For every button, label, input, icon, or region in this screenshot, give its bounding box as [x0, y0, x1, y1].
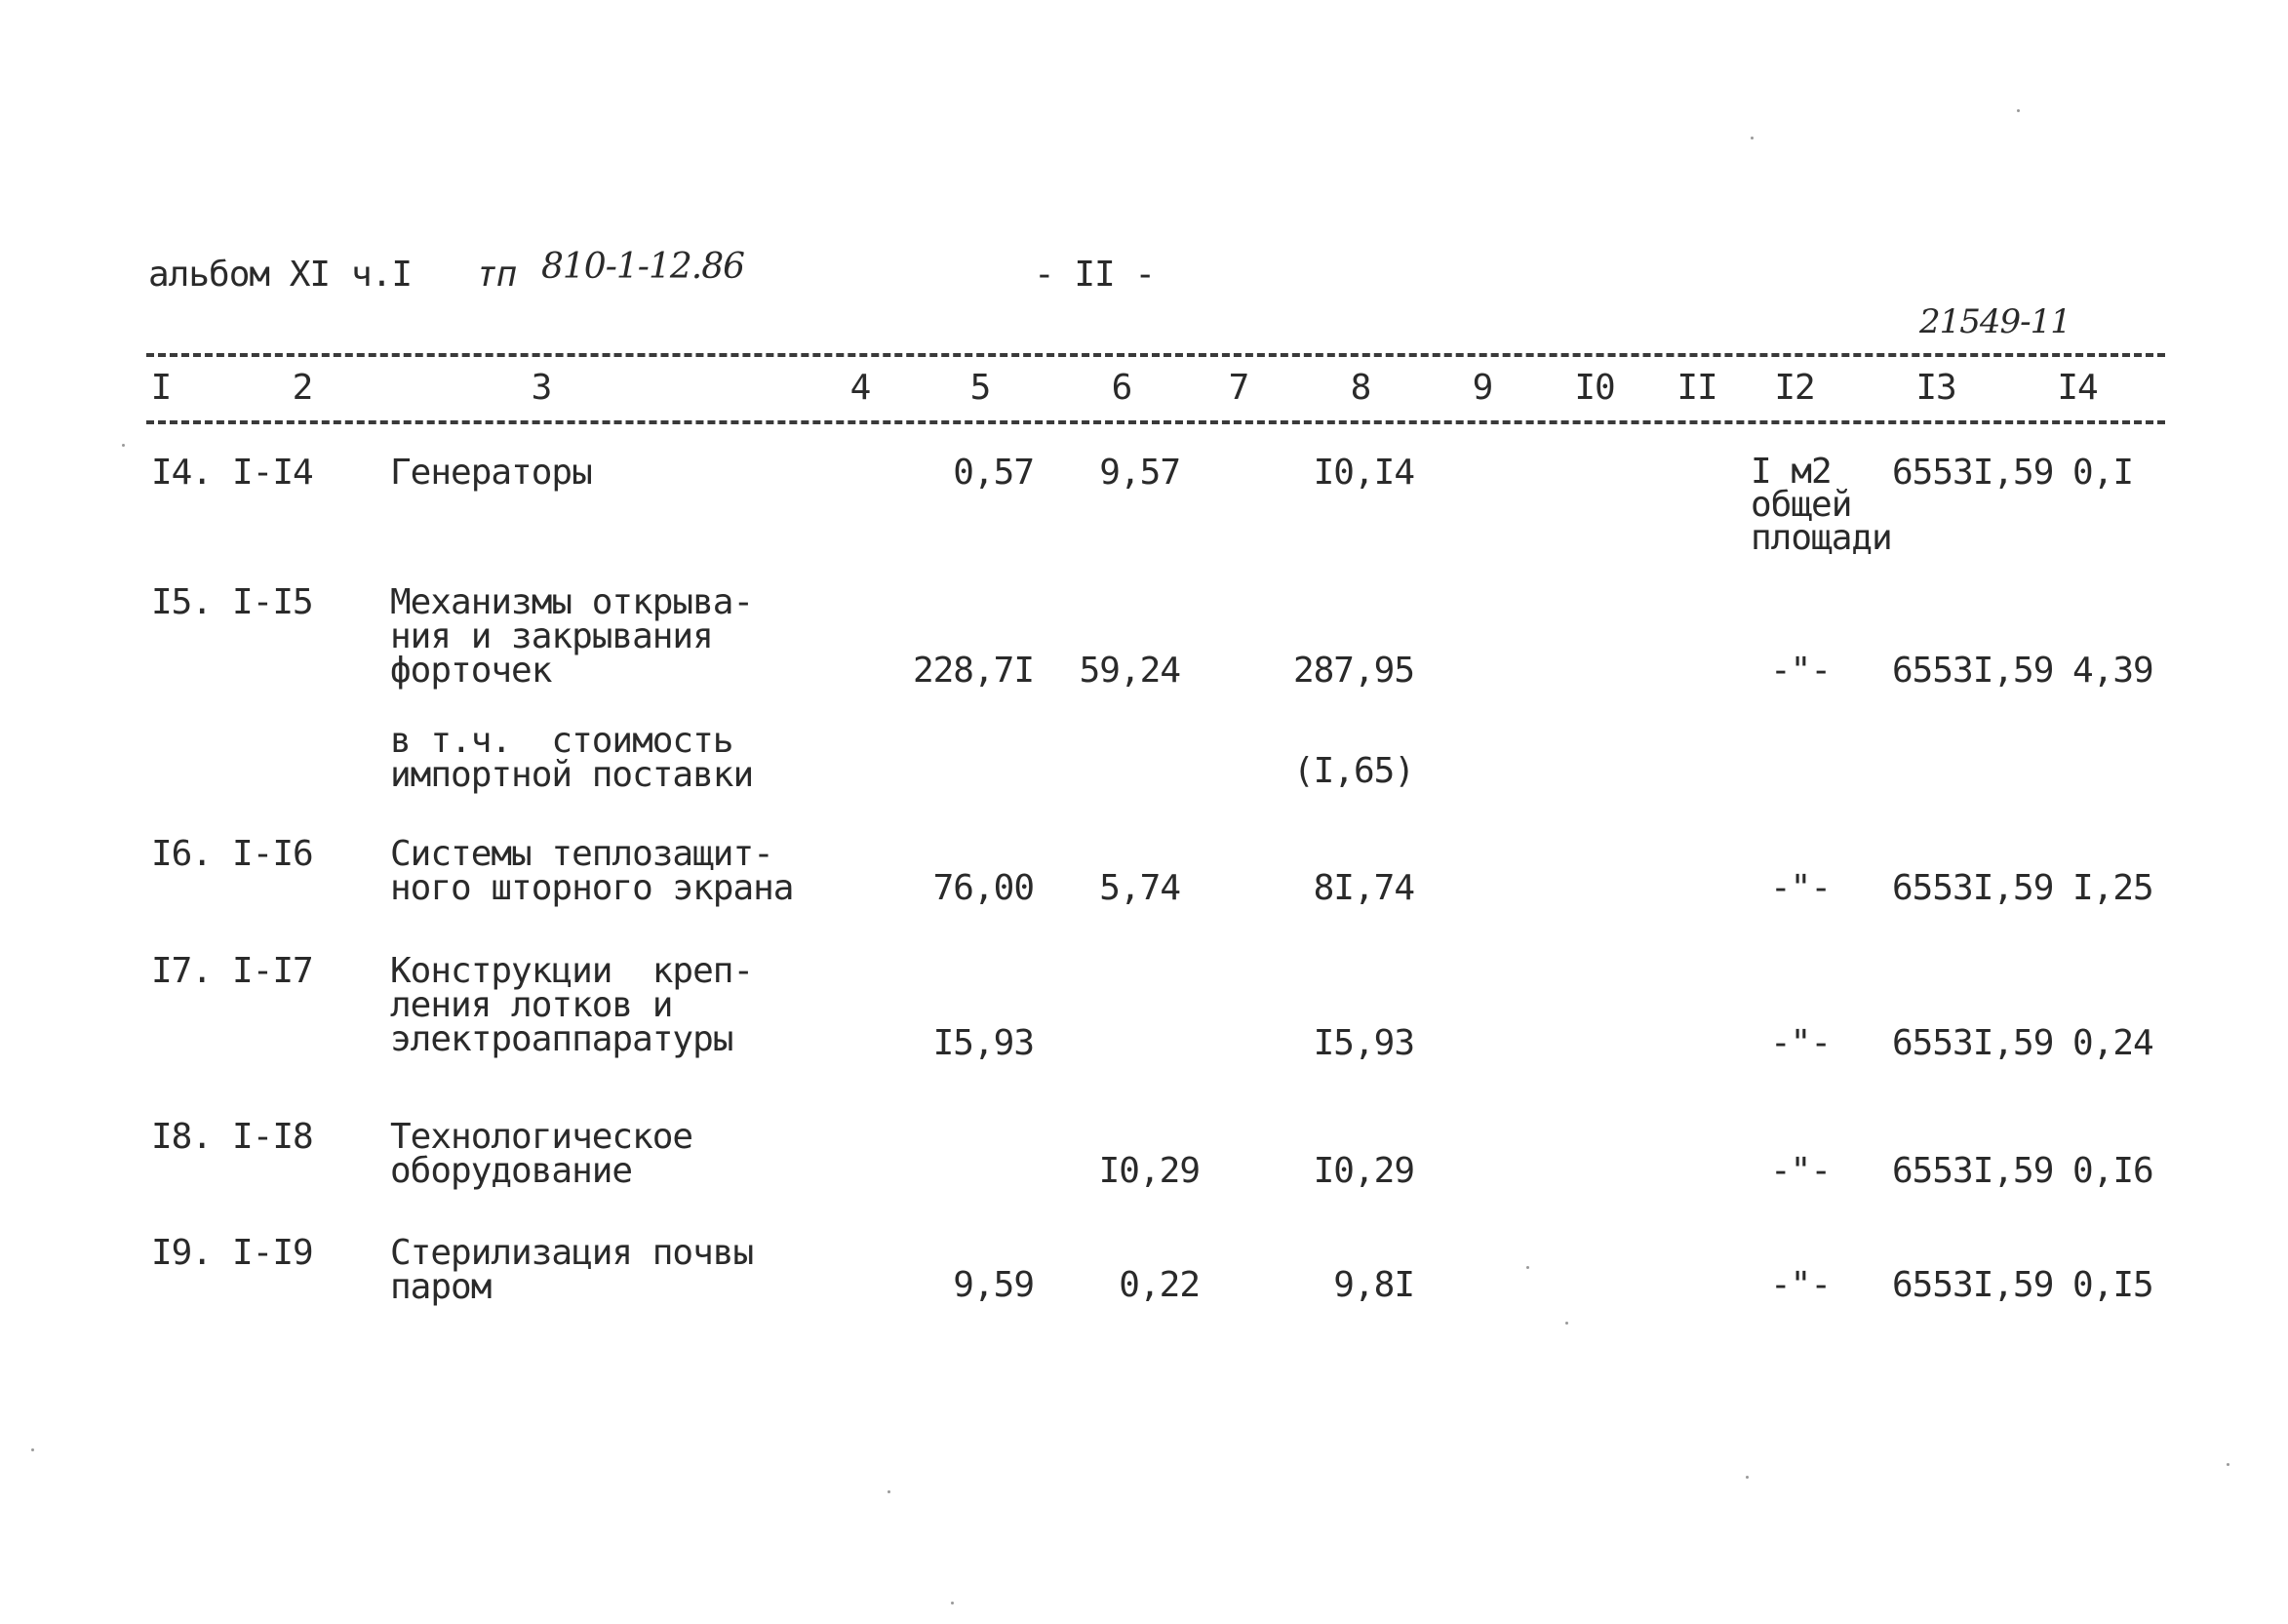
row-name: в т.ч. стоимость импортной поставки: [390, 721, 754, 795]
cell-col12: I м2 общей площади: [1751, 452, 1892, 558]
cell-col13: 6553I,59: [1892, 453, 2054, 493]
cell-col6: 59,24: [1079, 651, 1180, 691]
cell-col12: -"-: [1770, 1151, 1832, 1191]
cell-col5: I5,93: [932, 1023, 1034, 1063]
cell-col6: 5,74: [1099, 868, 1180, 908]
part-label: ч.I: [351, 255, 413, 295]
scan-speck: [951, 1602, 954, 1604]
row-number: I6.: [151, 834, 213, 874]
cell-col6: 0,22: [1119, 1265, 1200, 1305]
col-header-8: 8: [1350, 368, 1371, 408]
tp-label: тп: [476, 255, 517, 295]
row-number: I7.: [151, 951, 213, 991]
top-rule: [146, 353, 2165, 357]
row-code: I-I4: [232, 453, 313, 493]
row-name: Механизмы открыва- ния и закрывания форточек: [390, 582, 754, 691]
row-name: Стерилизация почвы паром: [390, 1233, 754, 1307]
row-number: I8.: [151, 1117, 213, 1157]
cell-col8: 8I,74: [1313, 868, 1414, 908]
cell-col13: 6553I,59: [1892, 1265, 2054, 1305]
cell-col5: 76,00: [932, 868, 1034, 908]
cell-col13: 6553I,59: [1892, 1023, 2054, 1063]
row-name: Конструкции креп- ления лотков и электроаппаратуры: [390, 951, 754, 1059]
row-name: Системы теплозащит- ного шторного экрана: [390, 834, 794, 908]
album-label: альбом XI: [148, 255, 331, 295]
row-code: I-I9: [232, 1233, 313, 1273]
row-code: I-I6: [232, 834, 313, 874]
scan-speck: [1565, 1322, 1568, 1325]
header-rule: [146, 420, 2165, 424]
row-code: I-I7: [232, 951, 313, 991]
row-number: I5.: [151, 582, 213, 622]
cell-col14: 0,I5: [2072, 1265, 2153, 1305]
page-number: - II -: [1034, 255, 1156, 295]
row-number: I4.: [151, 453, 213, 493]
col-header-12: I2: [1774, 368, 1815, 408]
row-code: I-I8: [232, 1117, 313, 1157]
cell-col14: 0,I6: [2072, 1151, 2153, 1191]
cell-col6: 9,57: [1099, 453, 1180, 493]
scan-speck: [122, 444, 125, 447]
cell-col13: 6553I,59: [1892, 651, 2054, 691]
cell-col5: 228,7I: [912, 651, 1034, 691]
cell-col8: I0,I4: [1313, 453, 1414, 493]
cell-col14: I,25: [2072, 868, 2153, 908]
col-header-13: I3: [1915, 368, 1956, 408]
cell-col13: 6553I,59: [1892, 1151, 2054, 1191]
row-name: Технологическое оборудование: [390, 1117, 693, 1191]
cell-col12: -"-: [1770, 1265, 1832, 1305]
cell-col12: -"-: [1770, 868, 1832, 908]
row-name: Генераторы: [390, 453, 592, 493]
cell-col12: -"-: [1770, 651, 1832, 691]
cell-col14: 0,I: [2072, 453, 2134, 493]
col-header-6: 6: [1111, 368, 1132, 408]
col-header-4: 4: [849, 368, 871, 408]
cell-col5: 0,57: [953, 453, 1034, 493]
col-header-2: 2: [292, 368, 313, 408]
col-header-9: 9: [1472, 368, 1493, 408]
cell-col8: 287,95: [1292, 651, 1414, 691]
handwritten-stamp: 21549-11: [1919, 302, 2071, 341]
cell-col8: I0,29: [1313, 1151, 1414, 1191]
col-header-11: II: [1677, 368, 1717, 408]
scan-speck: [1526, 1266, 1529, 1269]
cell-col14: 0,24: [2072, 1023, 2153, 1063]
col-header-1: I: [150, 368, 172, 408]
cell-col8: 9,8I: [1333, 1265, 1414, 1305]
scan-speck: [2227, 1463, 2229, 1466]
cell-col12: -"-: [1770, 1023, 1832, 1063]
col-header-14: I4: [2057, 368, 2098, 408]
tp-number: 810-1-12.86: [541, 247, 745, 287]
cell-col8: I5,93: [1313, 1023, 1414, 1063]
col-header-10: I0: [1574, 368, 1615, 408]
cell-col14: 4,39: [2072, 651, 2153, 691]
scan-speck: [2017, 109, 2020, 112]
row-code: I-I5: [232, 582, 313, 622]
cell-col8: (I,65): [1292, 751, 1414, 791]
scan-speck: [1751, 137, 1754, 139]
cell-col5: 9,59: [953, 1265, 1034, 1305]
scan-speck: [1746, 1476, 1749, 1479]
scan-speck: [31, 1448, 34, 1451]
col-header-7: 7: [1228, 368, 1249, 408]
scan-speck: [888, 1490, 890, 1493]
row-number: I9.: [151, 1233, 213, 1273]
cell-col6: I0,29: [1098, 1151, 1200, 1191]
col-header-5: 5: [969, 368, 991, 408]
col-header-3: 3: [531, 368, 552, 408]
cell-col13: 6553I,59: [1892, 868, 2054, 908]
